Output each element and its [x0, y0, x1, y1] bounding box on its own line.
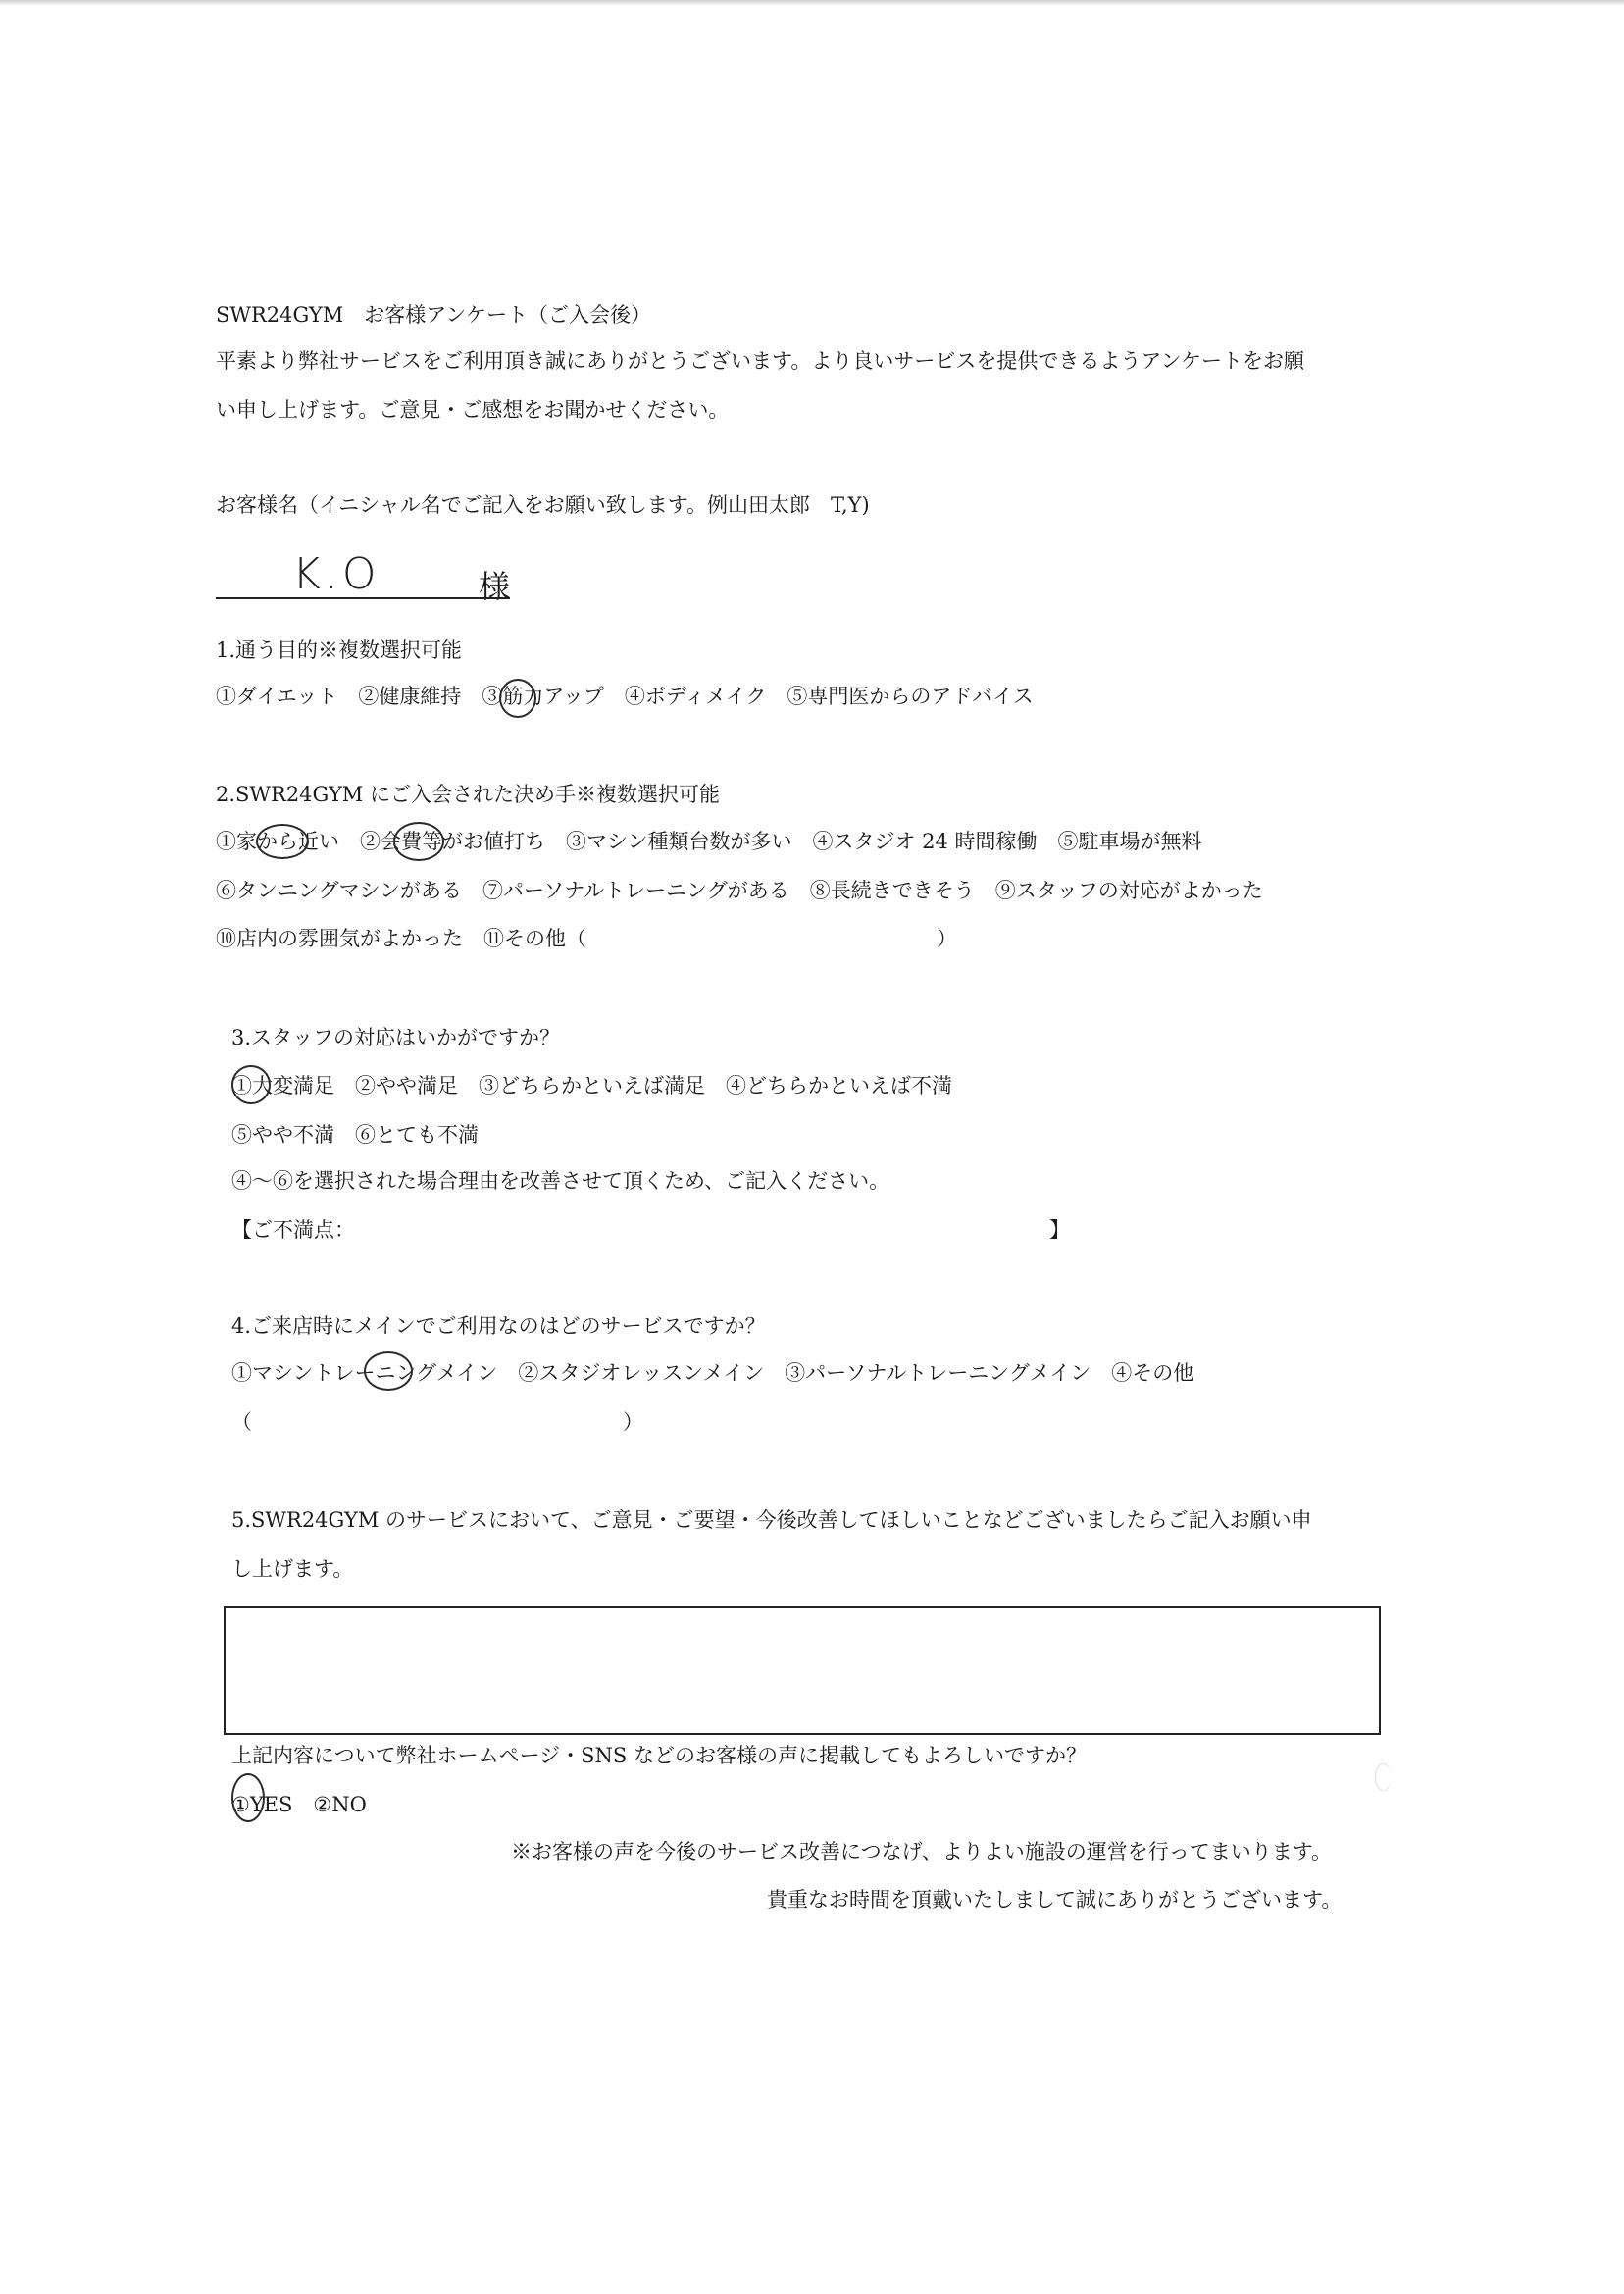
footer-line1: ※お客様の声を今後のサービス改善につなげ、よりよい施設の運営を行ってまいります。 [511, 1840, 1333, 1863]
q4-selection-circle [364, 1351, 413, 1391]
q2-options-line1[interactable]: ①家から近い ②会費等がお値打ち ③マシン種類台数が多い ④スタジオ 24 時間稼働 ⑤駐車場が無料 [216, 830, 1202, 853]
q3-selection-circle [231, 1065, 271, 1104]
q2-selection-circle-1 [256, 824, 309, 859]
q5-question-line1: 5.SWR24GYM のサービスにおいて、ご意見・ご要望・今後改善してほしいことなどございましたらご記入お願い申 [231, 1508, 1312, 1532]
q3-options-line1[interactable]: ①大変満足 ②やや満足 ③どちらかといえば満足 ④どちらかといえば不満 [231, 1074, 952, 1097]
q4-question: 4.ご来店時にメインでご利用なのはどのサービスですか？ [231, 1314, 766, 1338]
q2-options-line2[interactable]: ⑥タンニングマシンがある ⑦パーソナルトレーニングがある ⑧長続きできそう ⑨スタッフの対応がよかった [216, 879, 1263, 902]
q2-selection-circle-2 [393, 822, 444, 861]
q4-other-field[interactable]: （ ） [231, 1410, 643, 1434]
scan-mark [1375, 1763, 1392, 1791]
q5-comment-box[interactable] [224, 1606, 1381, 1735]
footer-line2: 貴重なお時間を頂戴いたしまして誠にありがとうございます。 [767, 1888, 1343, 1912]
scan-edge [0, 0, 1624, 6]
q1-selection-circle [499, 679, 536, 718]
q3-options-line2[interactable]: ⑤やや不満 ⑥とても不満 [231, 1123, 479, 1147]
consent-selection-circle [231, 1773, 265, 1822]
q4-options-line1[interactable]: ①マシントレーニングメイン ②スタジオレッスンメイン ③パーソナルトレーニングメイン ④その他 [231, 1361, 1194, 1385]
q3-complaint-close: 】 [1049, 1218, 1070, 1242]
q3-complaint-label: 【ご不満点： [231, 1218, 355, 1242]
intro-text-line1: 平素より弊社サービスをご利用頂き誠にありがとうございます。より良いサービスを提供できるようアンケートをお願 [216, 349, 1305, 373]
customer-name-underline [216, 597, 510, 599]
survey-title: SWR24GYM お客様アンケート（ご入会後） [216, 303, 652, 327]
consent-question: 上記内容について弊社ホームページ・SNS などのお客様の声に掲載してもよろしいですか？ [231, 1744, 1087, 1767]
q1-question: 1.通う目的※複数選択可能 [216, 638, 463, 662]
q5-question-line2: し上げます。 [231, 1557, 354, 1581]
q2-options-line3[interactable]: ⑩店内の雰囲気がよかった ⑪その他（ ） [216, 927, 957, 950]
intro-text-line2: い申し上げます。ご意見・ご感想をお聞かせください。 [216, 398, 730, 422]
customer-name-label: お客様名（イニシャル名でご記入をお願い致します。例山田太郎 T,Y) [216, 493, 870, 517]
customer-name-suffix: 様 [479, 568, 511, 605]
consent-options[interactable]: ①YES ②NO [231, 1793, 367, 1816]
q3-note: ④～⑥を選択された場合理由を改善させて頂くため、ご記入ください。 [231, 1169, 890, 1193]
q1-options[interactable]: ①ダイエット ②健康維持 ③筋力アップ ④ボディメイク ⑤専門医からのアドバイス [216, 685, 1034, 708]
customer-name-handwritten[interactable]: K.O [292, 549, 381, 599]
q3-question: 3.スタッフの対応はいかがですか？ [231, 1026, 561, 1049]
q2-question: 2.SWR24GYM にご入会された決め手※複数選択可能 [216, 783, 720, 806]
